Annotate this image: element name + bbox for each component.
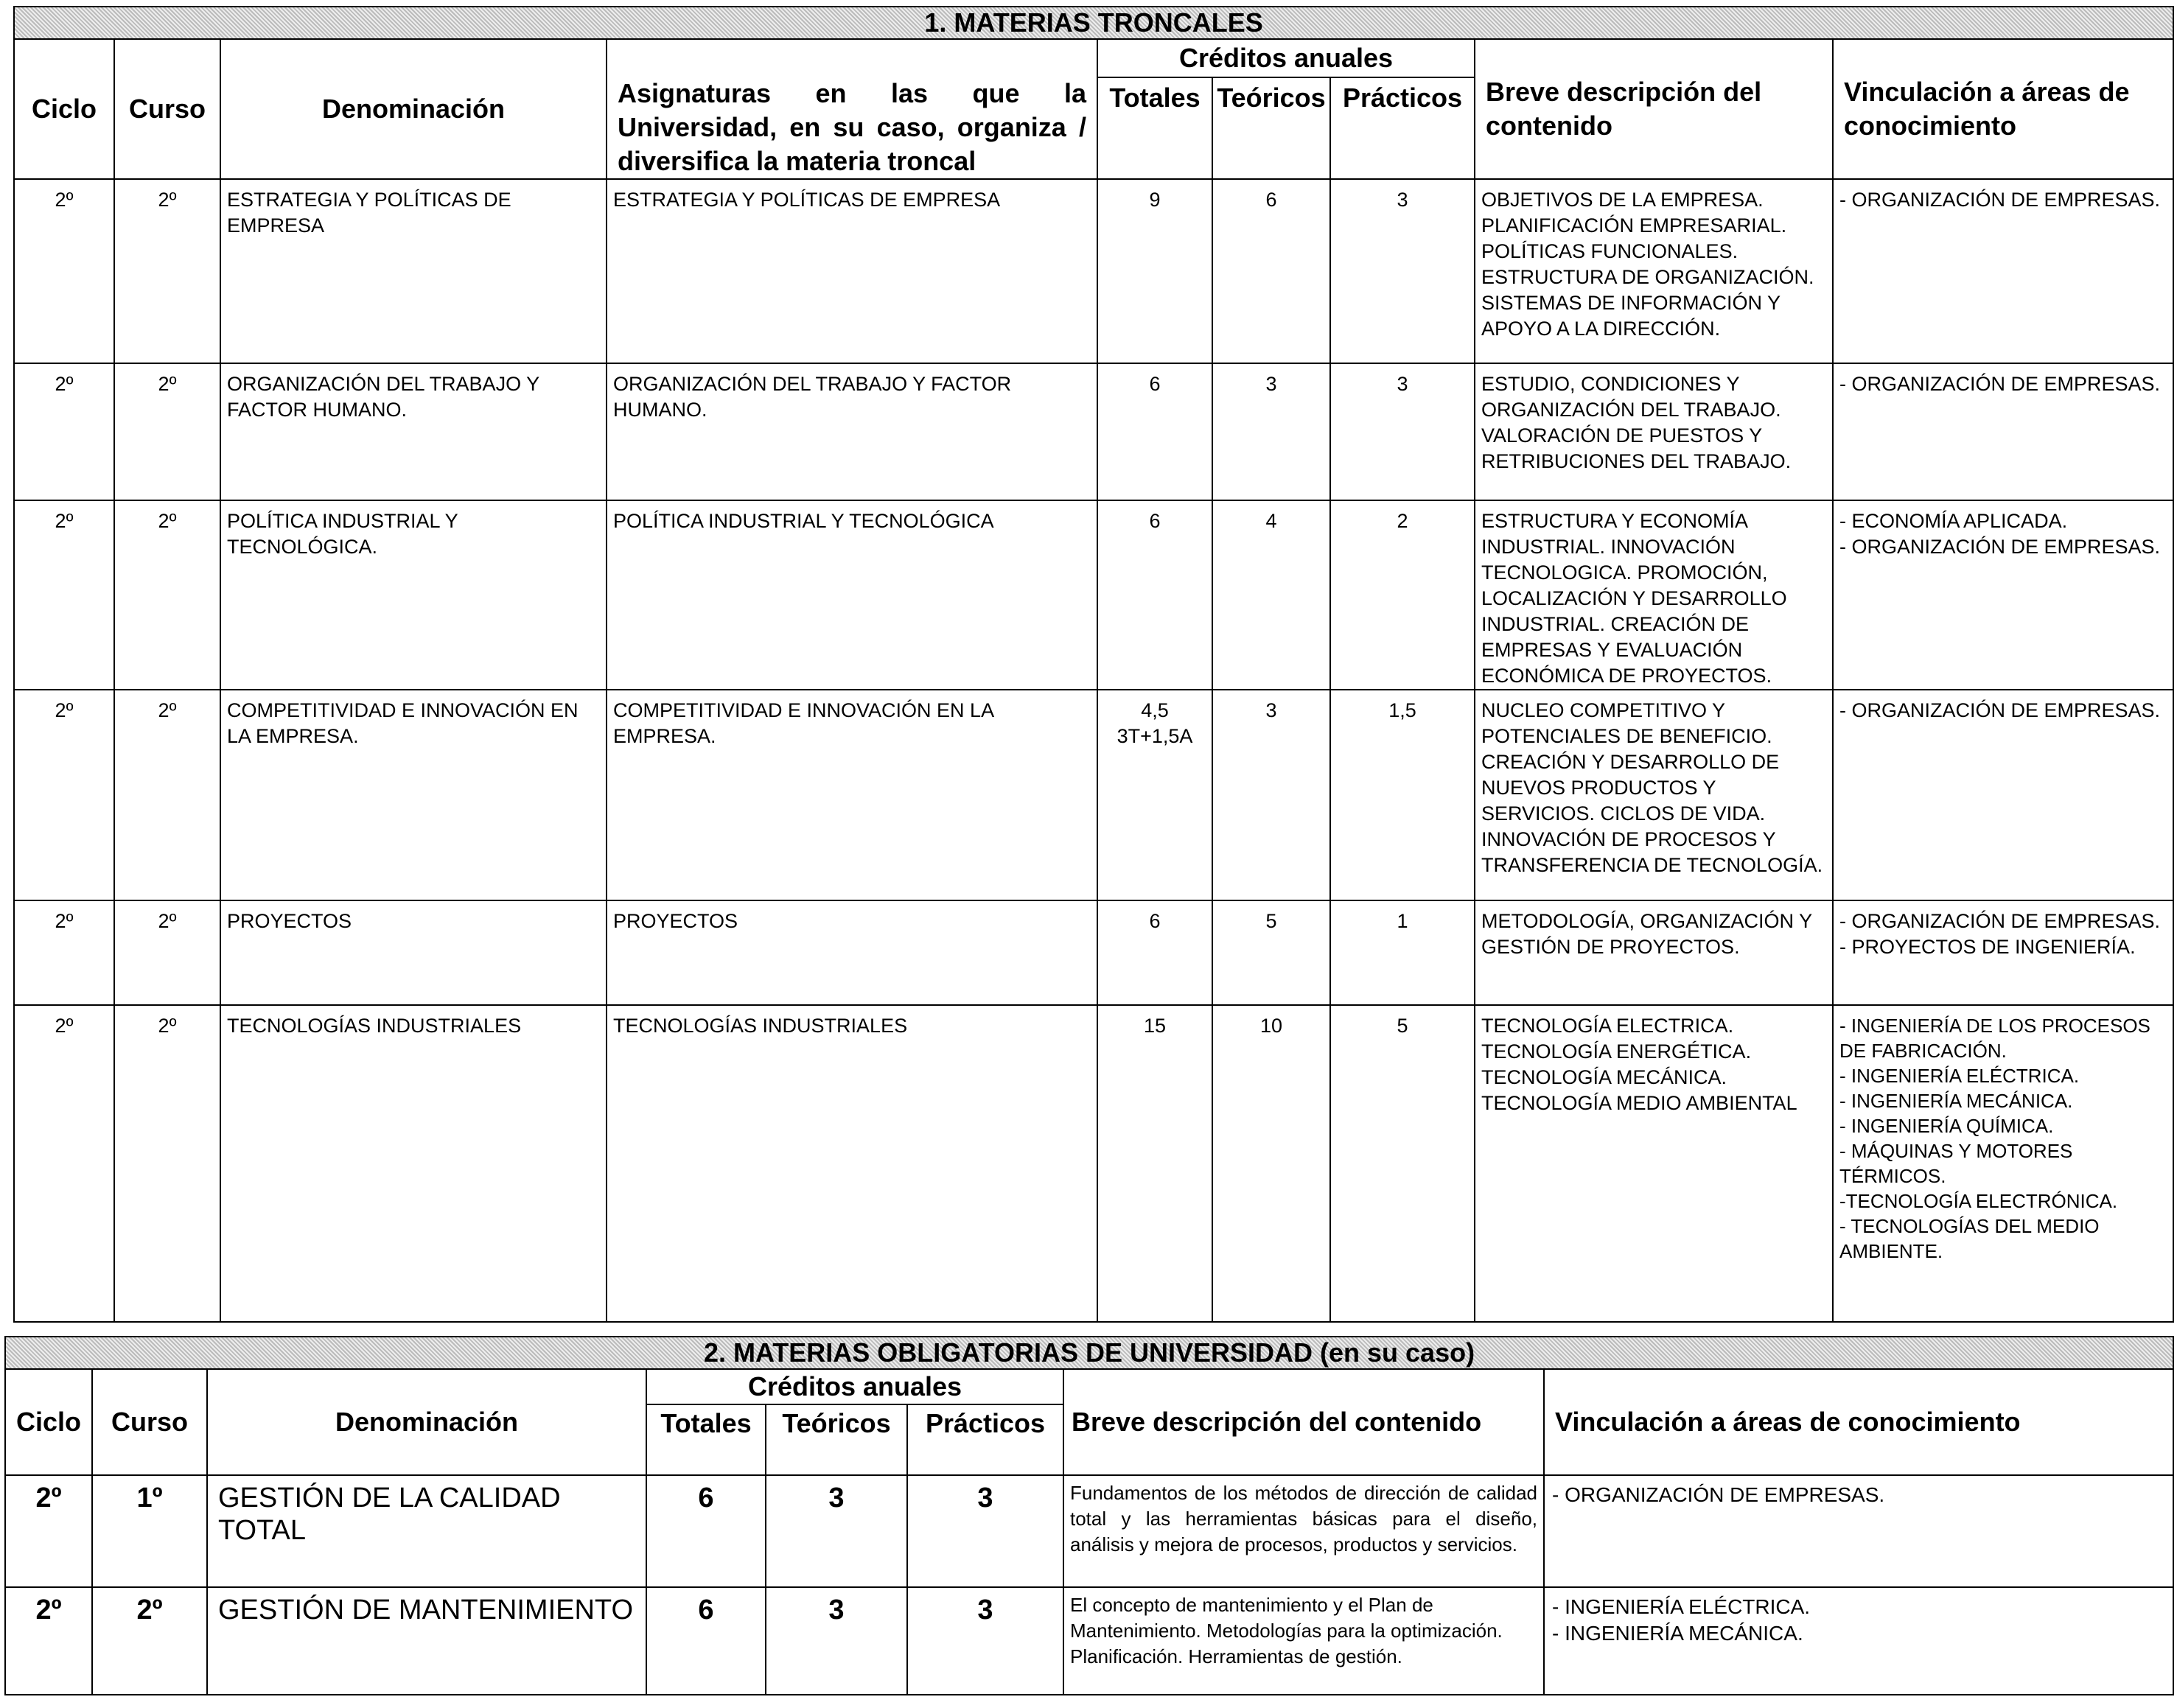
- table-row: [14, 363, 2173, 500]
- table-row: [14, 179, 2173, 363]
- totales-cell: 6: [646, 1475, 766, 1587]
- vinculacion-cell: - ORGANIZACIÓN DE EMPRESAS.: [1833, 690, 2173, 900]
- header-asignaturas: Asignaturas en las que la Universidad, en su caso, organiza / diversifica la materia troncal: [607, 39, 1097, 179]
- header-teoricos: Teóricos: [766, 1404, 907, 1475]
- descripcion-cell: ESTUDIO, CONDICIONES Y ORGANIZACIÓN DEL TRABAJO. VALORACIÓN DE PUESTOS Y RETRIBUCIONES DEL TRABAJO.: [1475, 363, 1833, 500]
- table-row: [14, 500, 2173, 690]
- totales-cell: 4,5 3T+1,5A: [1097, 690, 1212, 900]
- descripcion-cell: NUCLEO COMPETITIVO Y POTENCIALES DE BENEFICIO. CREACIÓN Y DESARROLLO DE NUEVOS PRODUCTOS Y SERVICIOS. CICLOS DE VIDA. INNOVACIÓN DE PROCESOS Y TRANSFERENCIA DE TECNOLOGÍA.: [1475, 690, 1833, 900]
- curso-cell: 2º: [114, 1005, 220, 1322]
- asignaturas-cell: ESTRATEGIA Y POLÍTICAS DE EMPRESA: [607, 179, 1097, 363]
- denominacion-cell: ESTRATEGIA Y POLÍTICAS DE EMPRESA: [220, 179, 607, 363]
- table-row: [14, 690, 2173, 900]
- header-totales: Totales: [1097, 77, 1212, 179]
- descripcion-cell: ESTRUCTURA Y ECONOMÍA INDUSTRIAL. INNOVACIÓN TECNOLOGICA. PROMOCIÓN, LOCALIZACIÓN Y DESARROLLO INDUSTRIAL. CREACIÓN DE EMPRESAS Y EVALUACIÓN ECONÓMICA DE PROYECTOS.: [1475, 500, 1833, 690]
- descripcion-cell: METODOLOGÍA, ORGANIZACIÓN Y GESTIÓN DE PROYECTOS.: [1475, 900, 1833, 1005]
- teoricos-cell: 3: [1212, 363, 1330, 500]
- vinculacion-cell: - ORGANIZACIÓN DE EMPRESAS. - PROYECTOS DE INGENIERÍA.: [1833, 900, 2173, 1005]
- header-ciclo: Ciclo: [14, 39, 114, 179]
- header-totales: Totales: [646, 1404, 766, 1475]
- denominacion-cell: COMPETITIVIDAD E INNOVACIÓN EN LA EMPRESA.: [220, 690, 607, 900]
- ciclo-cell: 2º: [14, 690, 114, 900]
- totales-cell: 9: [1097, 179, 1212, 363]
- denominacion-cell: GESTIÓN DE MANTENIMIENTO: [207, 1587, 646, 1695]
- materias-troncales-table: [13, 6, 2174, 1323]
- totales-cell: 6: [646, 1587, 766, 1695]
- section-title: 2. MATERIAS OBLIGATORIAS DE UNIVERSIDAD (en su caso): [5, 1337, 2173, 1369]
- asignaturas-cell: TECNOLOGÍAS INDUSTRIALES: [607, 1005, 1097, 1322]
- denominacion-cell: GESTIÓN DE LA CALIDAD TOTAL: [207, 1475, 646, 1587]
- vinculacion-cell: - ORGANIZACIÓN DE EMPRESAS.: [1833, 179, 2173, 363]
- teoricos-cell: 3: [766, 1587, 907, 1695]
- header-curso: Curso: [114, 39, 220, 179]
- totales-cell: 6: [1097, 500, 1212, 690]
- table-row: [14, 1005, 2173, 1322]
- practicos-cell: 3: [1330, 363, 1475, 500]
- asignaturas-cell: PROYECTOS: [607, 900, 1097, 1005]
- descripcion-cell: TECNOLOGÍA ELECTRICA. TECNOLOGÍA ENERGÉTICA. TECNOLOGÍA MECÁNICA. TECNOLOGÍA MEDIO AMBIENTAL: [1475, 1005, 1833, 1322]
- ciclo-cell: 2º: [14, 363, 114, 500]
- header-descripcion: Breve descripción del contenido: [1475, 39, 1833, 179]
- asignaturas-cell: ORGANIZACIÓN DEL TRABAJO Y FACTOR HUMANO.: [607, 363, 1097, 500]
- vinculacion-cell: - INGENIERÍA DE LOS PROCESOS DE FABRICACIÓN. - INGENIERÍA ELÉCTRICA. - INGENIERÍA MECÁNICA. - INGENIERÍA QUÍMICA. - MÁQUINAS Y MOTORES TÉRMICOS. -TECNOLOGÍA ELECTRÓNICA. - TECNOLOGÍAS DEL MEDIO AMBIENTE.: [1833, 1005, 2173, 1322]
- section-title: 1. MATERIAS TRONCALES: [14, 7, 2173, 39]
- curso-cell: 2º: [114, 500, 220, 690]
- header-creditos-anuales: Créditos anuales: [646, 1369, 1063, 1404]
- curso-cell: 1º: [92, 1475, 207, 1587]
- ciclo-cell: 2º: [14, 179, 114, 363]
- denominacion-cell: PROYECTOS: [220, 900, 607, 1005]
- vinculacion-cell: - INGENIERÍA ELÉCTRICA. - INGENIERÍA MECÁNICA.: [1544, 1587, 2173, 1695]
- curso-cell: 2º: [114, 900, 220, 1005]
- practicos-cell: 3: [907, 1587, 1063, 1695]
- descripcion-cell: OBJETIVOS DE LA EMPRESA. PLANIFICACIÓN EMPRESARIAL. POLÍTICAS FUNCIONALES. ESTRUCTURA DE ORGANIZACIÓN. SISTEMAS DE INFORMACIÓN Y APOYO A LA DIRECCIÓN.: [1475, 179, 1833, 363]
- teoricos-cell: 4: [1212, 500, 1330, 690]
- denominacion-cell: TECNOLOGÍAS INDUSTRIALES: [220, 1005, 607, 1322]
- practicos-cell: 1,5: [1330, 690, 1475, 900]
- teoricos-cell: 10: [1212, 1005, 1330, 1322]
- ciclo-cell: 2º: [14, 500, 114, 690]
- ciclo-cell: 2º: [14, 900, 114, 1005]
- header-practicos: Prácticos: [907, 1404, 1063, 1475]
- table-row: [5, 1587, 2173, 1695]
- materias-obligatorias-table: [4, 1336, 2174, 1695]
- practicos-cell: 2: [1330, 500, 1475, 690]
- practicos-cell: 1: [1330, 900, 1475, 1005]
- header-ciclo: Ciclo: [5, 1369, 92, 1475]
- header-vinculacion: Vinculación a áreas de conocimiento: [1833, 39, 2173, 179]
- descripcion-cell: El concepto de mantenimiento y el Plan de Mantenimiento. Metodologías para la optimización. Planificación. Herramientas de gestión.: [1063, 1587, 1544, 1695]
- header-denominacion: Denominación: [207, 1369, 646, 1475]
- practicos-cell: 5: [1330, 1005, 1475, 1322]
- teoricos-cell: 6: [1212, 179, 1330, 363]
- table-row: [5, 1475, 2173, 1587]
- practicos-cell: 3: [1330, 179, 1475, 363]
- totales-cell: 6: [1097, 363, 1212, 500]
- teoricos-cell: 5: [1212, 900, 1330, 1005]
- asignaturas-cell: POLÍTICA INDUSTRIAL Y TECNOLÓGICA: [607, 500, 1097, 690]
- curso-cell: 2º: [114, 363, 220, 500]
- totales-cell: 15: [1097, 1005, 1212, 1322]
- header-teoricos: Teóricos: [1212, 77, 1330, 179]
- asignaturas-cell: COMPETITIVIDAD E INNOVACIÓN EN LA EMPRESA.: [607, 690, 1097, 900]
- vinculacion-cell: - ORGANIZACIÓN DE EMPRESAS.: [1544, 1475, 2173, 1587]
- header-curso: Curso: [92, 1369, 207, 1475]
- practicos-cell: 3: [907, 1475, 1063, 1587]
- header-vinculacion: Vinculación a áreas de conocimiento: [1544, 1369, 2173, 1475]
- denominacion-cell: POLÍTICA INDUSTRIAL Y TECNOLÓGICA.: [220, 500, 607, 690]
- totales-cell: 6: [1097, 900, 1212, 1005]
- header-practicos: Prácticos: [1330, 77, 1475, 179]
- denominacion-cell: ORGANIZACIÓN DEL TRABAJO Y FACTOR HUMANO.: [220, 363, 607, 500]
- teoricos-cell: 3: [766, 1475, 907, 1587]
- table-row: [14, 900, 2173, 1005]
- curso-cell: 2º: [92, 1587, 207, 1695]
- header-descripcion: Breve descripción del contenido: [1063, 1369, 1544, 1475]
- ciclo-cell: 2º: [5, 1587, 92, 1695]
- vinculacion-cell: - ECONOMÍA APLICADA. - ORGANIZACIÓN DE EMPRESAS.: [1833, 500, 2173, 690]
- header-creditos-anuales: Créditos anuales: [1097, 39, 1475, 77]
- curso-cell: 2º: [114, 690, 220, 900]
- descripcion-cell: Fundamentos de los métodos de dirección de calidad total y las herramientas básicas para el diseño, análisis y mejora de procesos, productos y servicios.: [1063, 1475, 1544, 1587]
- header-denominacion: Denominación: [220, 39, 607, 179]
- ciclo-cell: 2º: [5, 1475, 92, 1587]
- ciclo-cell: 2º: [14, 1005, 114, 1322]
- vinculacion-cell: - ORGANIZACIÓN DE EMPRESAS.: [1833, 363, 2173, 500]
- teoricos-cell: 3: [1212, 690, 1330, 900]
- curso-cell: 2º: [114, 179, 220, 363]
